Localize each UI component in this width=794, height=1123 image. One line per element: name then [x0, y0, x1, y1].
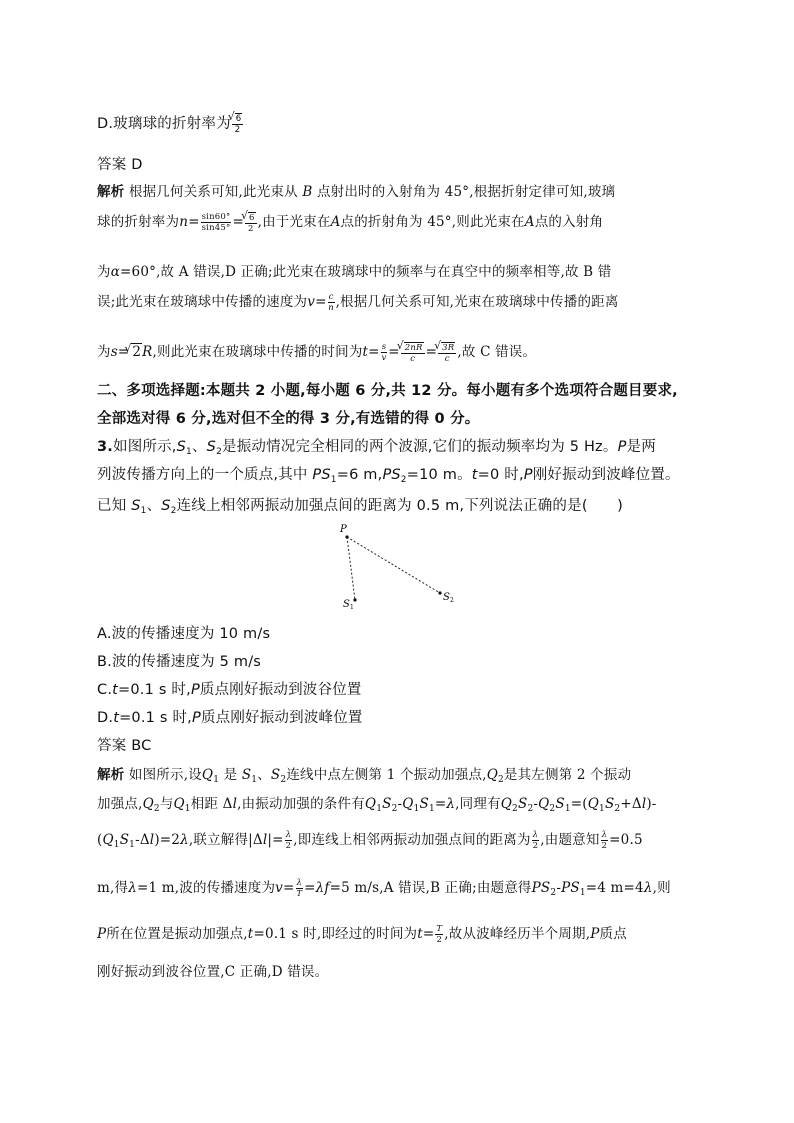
label-p: P: [340, 524, 347, 535]
fraction: [296, 878, 304, 899]
var: S: [419, 796, 429, 812]
text: 如图所示,: [113, 439, 177, 455]
var: t: [247, 926, 254, 942]
sub: 1: [376, 804, 383, 814]
var: t: [112, 682, 119, 698]
text: ,根据几何关系可知,光束在玻璃球中传播的距离: [335, 294, 619, 310]
text: 球的折射率为: [97, 214, 180, 230]
frac-den: sin45°: [201, 223, 231, 233]
var: S: [206, 439, 217, 455]
text: C.: [97, 682, 113, 698]
frac-den: 2: [285, 841, 292, 851]
var: PS: [561, 880, 580, 896]
text: 列波传播方向上的一个质点,其中: [97, 467, 308, 483]
frac-den: 2: [247, 223, 254, 234]
sub: 2: [280, 775, 287, 785]
q2-solution-line-5: 为s=√ 2R,则此光束在玻璃球中传播的时间为t= $\frac{s}{v}$ = √ $\frac{2nR}{c}$ = √ $\frac{3R}{c}$ ,故 C 错误。: [97, 340, 536, 364]
fraction: [245, 212, 257, 234]
sub: 2: [216, 447, 222, 457]
q3-solution-line-3: [97, 828, 643, 851]
text: -: [533, 796, 539, 812]
sqrt: √ 3R: [441, 342, 455, 353]
fraction: [438, 342, 456, 364]
sub: 2: [549, 804, 556, 814]
text: =: [282, 880, 295, 896]
text: 连线上相邻两振动加强点间的距离为 0.5 m,下列说法正确的是( ): [176, 498, 623, 514]
q2-option-d: [97, 112, 244, 135]
point-s1: [353, 598, 356, 601]
text: 刚好振动到波峰位置。: [532, 467, 680, 483]
var: P: [617, 439, 627, 455]
var: S: [131, 498, 141, 514]
text: D.: [97, 710, 114, 726]
sub: 1: [140, 506, 147, 516]
var: Q: [173, 796, 185, 812]
var: λ: [128, 880, 137, 896]
frac-den: c: [444, 353, 450, 364]
text: =(: [570, 796, 588, 812]
text: 所在位置是振动加强点,: [106, 926, 248, 942]
var: A: [524, 214, 535, 230]
text: =0.5: [609, 832, 643, 848]
frac-den: T: [296, 889, 303, 899]
sub: 1: [129, 840, 136, 850]
text: ,则: [652, 880, 671, 896]
label-s2: S: [443, 592, 450, 603]
text: 为: [97, 264, 111, 280]
sub: 1: [579, 888, 586, 898]
text: 为: [97, 344, 111, 360]
text: 是两: [626, 439, 656, 455]
text: ,故 C 错误。: [457, 344, 537, 360]
text: 点的入射角: [534, 214, 604, 230]
var: s: [110, 344, 118, 360]
text: =0 时,: [477, 467, 524, 483]
sub: 2: [512, 804, 518, 814]
var: t: [113, 710, 120, 726]
fraction: [435, 924, 443, 945]
var: Q: [102, 832, 114, 848]
text: =: [434, 796, 447, 812]
question-number: 3.: [97, 439, 113, 455]
text: 、: [146, 498, 162, 514]
fraction: [401, 342, 425, 364]
sub: 1: [599, 804, 605, 814]
text: 是其左侧第 2 个振动: [503, 767, 632, 783]
var: α: [110, 264, 121, 280]
text: =0.1 s 时,: [118, 682, 191, 698]
frac-den: 2: [601, 841, 608, 851]
var: P: [190, 682, 200, 698]
section-header-line-2: 全部选对得 6 分,选对但不全的得 3 分,有选错的得 0 分。: [97, 411, 480, 427]
text: m,得: [97, 880, 129, 896]
var: t: [417, 926, 423, 942]
var: P: [191, 710, 201, 726]
var: t: [362, 344, 369, 360]
var: λ: [180, 832, 189, 848]
sub: 1: [413, 804, 420, 814]
section-header-line-1: 二、多项选择题:本题共 2 小题,每小题 6 分,共 12 分。每小题有多个选项符合题目要求,: [97, 383, 678, 399]
q3-stem-line-2: [97, 463, 680, 485]
var: S: [176, 439, 187, 455]
text: 如图所示,设: [128, 767, 202, 783]
q2-solution-line-3: [97, 260, 611, 280]
q2-solution-line-1: [97, 180, 615, 200]
text: =6 m,: [336, 467, 383, 483]
var: Q: [402, 796, 414, 812]
text: 与: [159, 796, 174, 812]
text: 点的折射角为 45°,则此光束在: [340, 214, 525, 230]
text: 质点: [599, 926, 627, 942]
frac-num: λ: [532, 830, 539, 840]
var: Q: [587, 796, 600, 812]
sub: 1: [251, 775, 258, 785]
var: l: [232, 796, 238, 812]
text: ,联立解得|Δ: [188, 832, 263, 848]
frac-den: c: [410, 353, 416, 364]
line-p-s1: [347, 537, 355, 600]
sub: 1: [428, 804, 435, 814]
sqrt: √ 6: [235, 113, 243, 124]
var: Q: [486, 767, 498, 783]
label-s1: S: [343, 599, 350, 610]
text: |=: [267, 832, 284, 848]
var: l: [262, 832, 268, 848]
sub: 1: [564, 804, 571, 814]
text: (: [97, 832, 103, 848]
var: S: [161, 498, 171, 514]
text: 误;此光束在玻璃球中传播的速度为: [97, 294, 308, 310]
text: -: [556, 880, 562, 896]
frac-num: sin60°: [201, 212, 231, 222]
text: )=2: [154, 832, 181, 848]
fraction: [201, 212, 232, 233]
text: =0.1 s 时,: [119, 710, 192, 726]
frac-num: λ: [285, 830, 292, 840]
text: =5 m/s,A 错误,B 正确;由题意得: [329, 880, 532, 896]
var: B: [302, 184, 313, 200]
var: Q: [201, 767, 214, 783]
sub: 2: [527, 804, 534, 814]
var: PS: [531, 880, 551, 896]
sqrt: √ 6: [248, 212, 256, 223]
q3-option-b: B.波的传播速度为 5 m/s: [97, 654, 262, 670]
text: 质点刚好振动到波谷位置: [199, 682, 362, 698]
var: P: [97, 926, 107, 942]
text: -Δ: [135, 832, 150, 848]
var: Q: [364, 796, 377, 812]
fraction: [601, 830, 609, 851]
text: )-: [646, 796, 657, 812]
line-p-s2: [347, 537, 440, 593]
var: n: [179, 214, 189, 230]
q3-solution-line-6: 刚好振动到波谷位置,C 正确,D 错误。: [97, 964, 329, 980]
frac-num: s: [381, 342, 387, 352]
text: 、: [257, 767, 271, 783]
point-p: [345, 535, 348, 538]
var: PS: [382, 467, 401, 483]
text: -: [397, 796, 403, 812]
fraction: [381, 342, 388, 363]
solution-label: 解析: [97, 767, 125, 783]
text: =1 m,波的传播速度为: [136, 880, 276, 896]
text: 点射出时的入射角为 45°,根据折射定律可知,玻璃: [316, 184, 616, 200]
q2-answer: 答案 D: [97, 157, 143, 173]
option-text: D.玻璃球的折射率为: [97, 116, 231, 132]
text: =10 m。: [406, 467, 472, 483]
q2-solution-line-4: 误;此光束在玻璃球中传播的速度为v= $\frac{c}{n}$ ,根据几何关系可知,光束在玻璃球中传播的距离: [97, 292, 619, 313]
var: Q: [142, 796, 154, 812]
text: ,即连线上相邻两振动加强点间的距离为: [293, 832, 531, 848]
q3-stem-line-1: [97, 435, 656, 457]
text: ,则此光束在玻璃球中传播的时间为: [152, 344, 363, 360]
sub: 1: [184, 804, 191, 814]
frac-num: T: [436, 924, 443, 934]
label-s1-sub: 1: [350, 604, 354, 611]
text: =60°,故 A 错误,D 正确;此光束在玻璃球中的频率与在真空中的频率相等,故 B 错: [120, 264, 612, 280]
fraction: [328, 292, 335, 313]
var: λ: [315, 880, 325, 896]
var: λ: [446, 796, 456, 812]
sub: 1: [213, 775, 220, 785]
frac-num: λ: [296, 878, 303, 888]
var: S: [382, 796, 392, 812]
text: 是: [223, 767, 238, 783]
q3-option-c: [97, 678, 362, 699]
text: =: [304, 880, 316, 896]
sub: 2: [497, 775, 504, 785]
var: R: [142, 344, 153, 360]
sub: 2: [550, 888, 557, 898]
text: 相距 Δ: [190, 796, 233, 812]
text: ,由题意知: [540, 832, 600, 848]
wave-source-figure: [330, 518, 470, 614]
q3-stem-line-3: [97, 494, 623, 516]
frac-den: 2: [234, 125, 241, 135]
text: ,由振动加强的条件有: [237, 796, 365, 812]
frac-den: v: [381, 353, 387, 363]
q3-solution-line-4: [97, 876, 671, 899]
q3-option-d: [97, 706, 363, 727]
var: S: [241, 767, 252, 783]
q3-solution-line-5: [97, 922, 627, 945]
var: Q: [500, 796, 513, 812]
var: S: [270, 767, 281, 783]
q3-answer: 答案 BC: [97, 738, 152, 754]
var: v: [307, 294, 316, 310]
q3-solution-line-1: [97, 763, 631, 785]
text: =: [188, 214, 200, 230]
var: S: [517, 796, 528, 812]
solution-label: 解析: [97, 184, 125, 200]
frac-den: 2: [436, 935, 443, 945]
point-s2: [438, 591, 441, 594]
frac-num: c: [328, 292, 334, 302]
text: 质点刚好振动到波峰位置: [200, 710, 363, 726]
sub: 2: [170, 506, 177, 516]
text: 连线中点左侧第 1 个振动加强点,: [286, 767, 487, 783]
sub: 2: [614, 804, 621, 814]
sub: 1: [186, 447, 192, 457]
text: 加强点,: [97, 796, 143, 812]
q3-option-a: A.波的传播速度为 10 m/s: [97, 626, 271, 642]
var: l: [641, 796, 647, 812]
label-s2-sub: 2: [450, 597, 454, 604]
text: =0.1 s 时,即经过的时间为: [253, 926, 418, 942]
var: S: [555, 796, 565, 812]
text: 已知: [97, 498, 127, 514]
q2-solution-line-2: 球的折射率为n= $\frac{\sin 60^\circ}{\sin 45^\circ}$ = √ $\frac{6}{2}$ ,由于光束在A点的折射角为 45°,则此光束在A点的入射角: [97, 210, 603, 234]
q3-solution-line-2: [97, 792, 657, 814]
text: =: [117, 344, 130, 360]
var: A: [330, 214, 341, 230]
frac-den: 2: [532, 841, 539, 851]
sqrt: √ 2: [131, 343, 142, 360]
text: ,由于光束在: [257, 214, 331, 230]
fraction: [232, 113, 244, 135]
sub: 2: [153, 804, 160, 814]
text: =: [422, 926, 435, 942]
sub: 2: [400, 475, 407, 485]
text: 、: [191, 439, 207, 455]
var: Q: [538, 796, 550, 812]
text: +Δ: [620, 796, 642, 812]
text: 是振动情况完全相同的两个波源,它们的振动频率均为 5 Hz。: [222, 439, 618, 455]
var: t: [471, 467, 478, 483]
sub: 1: [330, 475, 337, 485]
text: =4 m=4: [585, 880, 644, 896]
frac-num: λ: [601, 830, 608, 840]
fraction: [532, 830, 540, 851]
var: PS: [312, 467, 331, 483]
var: λ: [643, 880, 653, 896]
var: P: [590, 926, 600, 942]
var: l: [149, 832, 155, 848]
text: ,故从波峰经历半个周期,: [444, 926, 591, 942]
var: v: [275, 880, 283, 896]
text: ,同理有: [455, 796, 501, 812]
var: S: [119, 832, 130, 848]
sub: 2: [391, 804, 398, 814]
frac-den: n: [328, 303, 334, 313]
var: P: [523, 467, 533, 483]
sub: 1: [113, 840, 120, 850]
var: S: [604, 796, 615, 812]
var: f: [324, 880, 330, 896]
fraction: [285, 830, 293, 851]
sqrt: √ 2nR: [404, 342, 424, 353]
text: 根据几何关系可知,此光束从: [128, 184, 298, 200]
